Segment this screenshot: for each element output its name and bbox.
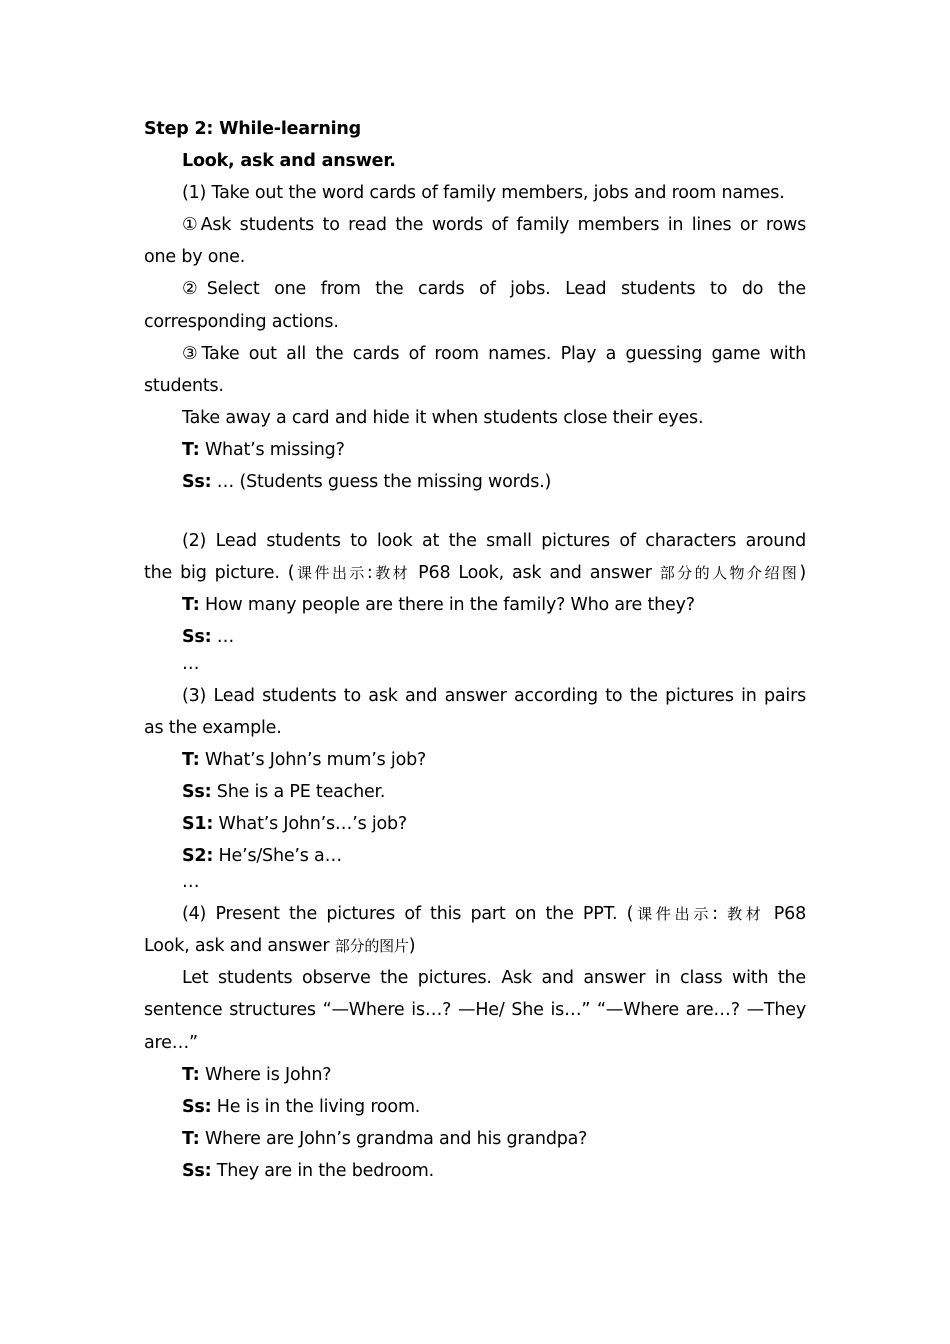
text-line: Look, ask and answer 部分的图片) [144,936,416,956]
text-line: (4) Present the pictures of this part on the PPT. (课件出示: 教材 P68 [182,904,806,924]
section-subheading: Look, ask and answer. [182,151,396,171]
dialogue-line: S2: He’s/She’s a… [182,846,342,866]
dialogue-line: T: How many people are there in the family? Who are they? [182,595,695,615]
chinese-note: 部分的图片 [334,937,409,955]
speaker-label: T: [182,1065,200,1085]
text-line: (1) Take out the word cards of family members, jobs and room names. [182,183,785,203]
dialogue-line: Ss: He is in the living room. [182,1097,421,1117]
speaker-label: T: [182,750,200,770]
dialogue-line: Ss: … (Students guess the missing words.) [182,472,552,492]
speaker-label: S2: [182,846,214,866]
text-line: one by one. [144,247,246,267]
chinese-note: 课件出示 [633,905,713,923]
dialogue-line: T: Where are John’s grandma and his grandpa? [182,1129,588,1149]
chinese-note: 部分的人物介绍图 [659,564,800,582]
text-line: Let students observe the pictures. Ask and answer in class with the [182,968,806,988]
text-line: … [182,872,200,892]
text-line: ③Take out all the cards of room names. Play a guessing game with [182,344,806,364]
speaker-label: Ss: [182,1097,212,1117]
speaker-label: Ss: [182,472,212,492]
chinese-note: 教材 [372,564,411,582]
speaker-label: T: [182,1129,200,1149]
chinese-note: 课件出示 [294,564,367,582]
dialogue-line: Ss: … [182,627,235,647]
text-line: ①Ask students to read the words of family members in lines or rows [182,215,806,235]
text-line: the big picture. (课件出示:教材 P68 Look, ask and answer 部分的人物介绍图) [144,563,807,583]
text-line: as the example. [144,718,282,738]
dialogue-line: S1: What’s John’s…’s job? [182,814,408,834]
text-line: … [182,654,200,674]
step-heading: Step 2: While-learning [144,119,361,139]
chinese-note: 教材 [727,905,765,923]
text-line: (2) Lead students to look at the small pictures of characters around [182,531,806,551]
speaker-label: S1: [182,814,214,834]
text-line: are…” [144,1033,198,1053]
text-line: Take away a card and hide it when students close their eyes. [182,408,704,428]
dialogue-line: T: What’s missing? [182,440,345,460]
text-line: corresponding actions. [144,312,339,332]
speaker-label: Ss: [182,1161,212,1181]
text-line: (3) Lead students to ask and answer according to the pictures in pairs [182,686,806,706]
speaker-label: T: [182,595,200,615]
dialogue-line: T: What’s John’s mum’s job? [182,750,427,770]
dialogue-line: Ss: They are in the bedroom. [182,1161,434,1181]
text-line: students. [144,376,224,396]
speaker-label: Ss: [182,782,212,802]
speaker-label: T: [182,440,200,460]
text-line: sentence structures “—Where is…? —He/ She is…” “—Where are…? —They [144,1000,806,1020]
text-line: ②Select one from the cards of jobs. Lead students to do the [182,279,806,299]
dialogue-line: Ss: She is a PE teacher. [182,782,386,802]
speaker-label: Ss: [182,627,212,647]
dialogue-line: T: Where is John? [182,1065,332,1085]
